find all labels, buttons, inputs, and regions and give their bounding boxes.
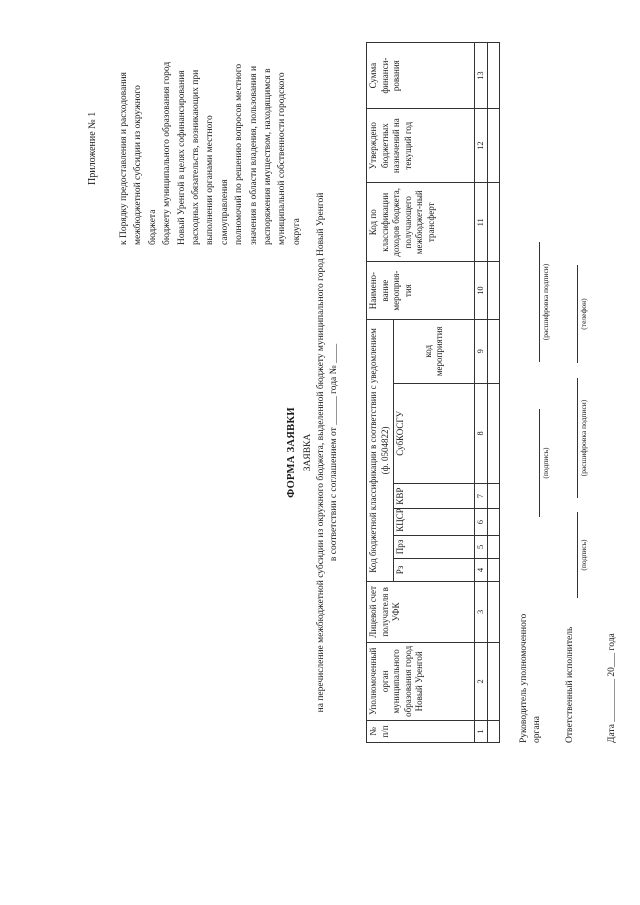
head-decode-line xyxy=(527,242,540,362)
empty-cell xyxy=(487,43,499,109)
header-kbk-group: Код бюджетной классификации в соответствии с уведомлением (ф. 0504822) xyxy=(367,319,394,581)
form-heading: ФОРМА ЗАЯВКИ xyxy=(286,407,297,498)
date-line: Дата _________ 20___ года xyxy=(607,633,617,743)
executor-decode-caption: (расшифровка подписи) xyxy=(579,399,588,477)
empty-cell xyxy=(487,720,499,742)
appendix-line: полномочий по решению вопросов местного xyxy=(234,63,245,245)
header-prz: Прз xyxy=(394,535,475,558)
appendix-line: Новый Уренгой в целях софинансирования xyxy=(176,70,187,245)
executor-signature-caption: (подпись) xyxy=(579,539,588,571)
header-income-code: Код по классификации доходов бюджета, получающего межбюджет-ный трансферт xyxy=(367,183,475,262)
column-number: 8 xyxy=(475,383,488,483)
column-number: 5 xyxy=(475,535,488,558)
appendix-line: значения в области владения, пользования и xyxy=(248,65,259,245)
header-no: № п/п xyxy=(367,720,475,742)
empty-cell xyxy=(487,535,499,558)
empty-cell xyxy=(487,183,499,262)
appendix-line: муниципальной собственности городского xyxy=(277,72,288,245)
application-table xyxy=(366,42,500,743)
application-title: ЗАЯВКА xyxy=(303,433,313,472)
appendix-line: расходных обязательств, возникающих при xyxy=(191,69,202,245)
appendix-line: межбюджетной субсидии из окружного бюджета xyxy=(133,85,158,245)
executor-decode-line xyxy=(565,378,578,498)
header-kvr: КВР xyxy=(394,484,475,509)
empty-cell xyxy=(487,262,499,319)
column-number: 7 xyxy=(475,484,488,509)
executor-phone-caption: (телефон) xyxy=(579,298,588,330)
column-number: 10 xyxy=(475,262,488,319)
agreement-line: в соответствии с соглашением от ______ года № ____ xyxy=(329,343,339,562)
column-number: 6 xyxy=(475,509,488,535)
appendix-text xyxy=(117,55,304,245)
header-event-name: Наимено-вание мероприя-тия xyxy=(367,262,475,319)
header-subkosgu: СубКОСГУ xyxy=(394,383,475,483)
application-title-block xyxy=(302,0,341,905)
empty-cell xyxy=(487,642,499,720)
header-event-code: код мероприятия xyxy=(394,319,475,383)
empty-cell xyxy=(487,484,499,509)
header-kcsr: КЦСР xyxy=(394,509,475,535)
head-label-line2: органа xyxy=(532,716,542,743)
header-organ: Уполномоченный орган муниципального образования город Новый Уренгой xyxy=(367,642,475,720)
header-row xyxy=(367,43,394,743)
column-number: 2 xyxy=(475,642,488,720)
empty-cell xyxy=(487,383,499,483)
column-number: 12 xyxy=(475,109,488,183)
empty-cell xyxy=(487,319,499,383)
appendix-line: округа xyxy=(291,218,302,245)
appendix-title: Приложение № 1 xyxy=(87,111,98,185)
appendix-line: выполнении органами местного самоуправления xyxy=(205,115,230,245)
column-number: 9 xyxy=(475,319,488,383)
signature-block xyxy=(518,42,638,743)
header-rz: Рз xyxy=(394,558,475,581)
empty-cell xyxy=(487,558,499,581)
column-number: 1 xyxy=(475,720,488,742)
head-decode-caption: (расшифровка подписи) xyxy=(541,263,550,341)
executor-signature-line xyxy=(565,512,578,598)
appendix-line: распоряжения имуществом, находящимся в xyxy=(263,68,274,245)
empty-data-row xyxy=(487,43,499,743)
executor-label: Ответственный исполнитель xyxy=(565,626,575,743)
column-number: 13 xyxy=(475,43,488,109)
empty-cell xyxy=(487,509,499,535)
header-approved: Утверждено бюджетных назначений на текущий год xyxy=(367,109,475,183)
head-label: Руководитель уполномоченного xyxy=(519,613,529,743)
head-signature-caption: (подпись) xyxy=(541,447,550,479)
column-number: 3 xyxy=(475,582,488,643)
executor-phone-line xyxy=(565,265,578,363)
appendix-line: к Порядку предоставления и расходования xyxy=(119,72,129,245)
column-number: 11 xyxy=(475,183,488,262)
empty-cell xyxy=(487,109,499,183)
appendix-line: бюджету муниципального образования город xyxy=(162,61,173,245)
application-subtitle: на перечисление межбюджетной субсидии из окружного бюджета, выделенной бюджету муниципального город Новый Уренгой xyxy=(316,192,326,713)
column-number-row xyxy=(475,43,488,743)
header-sum: Сумма финанси-рования xyxy=(367,43,475,109)
empty-cell xyxy=(487,582,499,643)
column-number: 4 xyxy=(475,558,488,581)
header-account: Лицевой счет получателя в УФК xyxy=(367,582,475,643)
head-signature-line xyxy=(527,409,540,517)
